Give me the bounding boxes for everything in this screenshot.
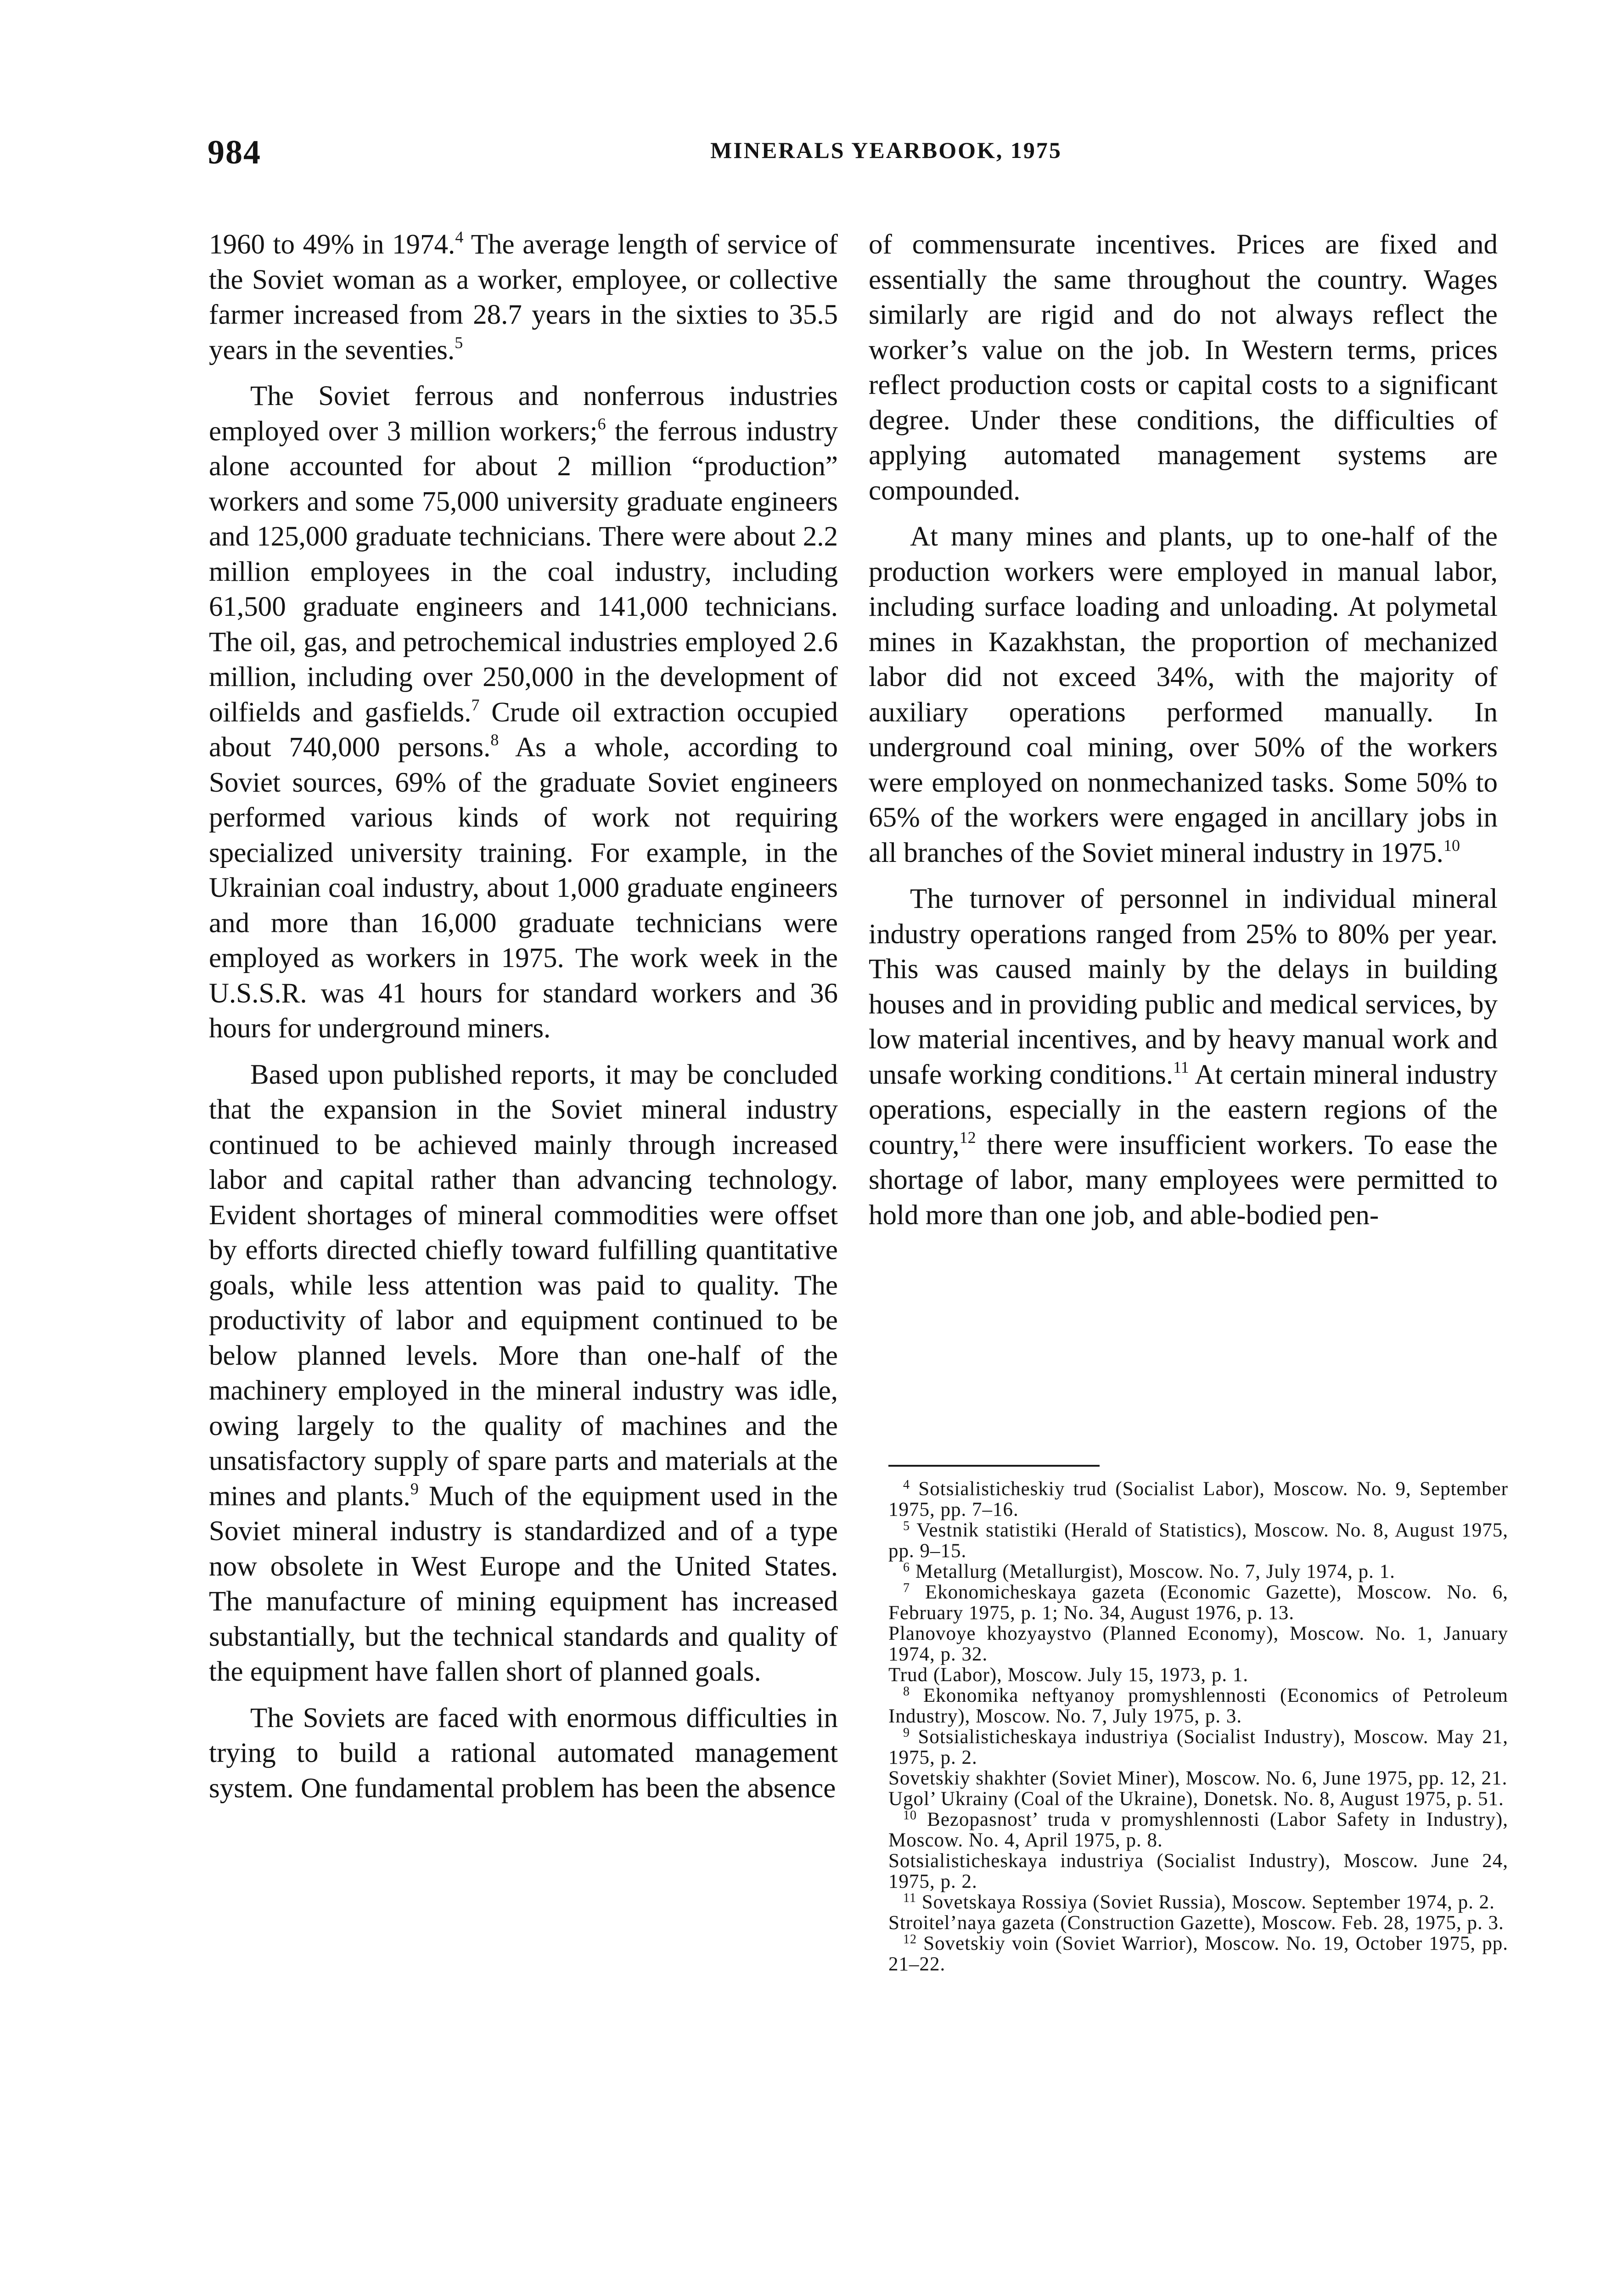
footnote-text: Stroitel’naya gazeta (Construction Gazette), Moscow. Feb. 28, 1975, p. 3.: [888, 1912, 1504, 1934]
footnote-ref: 5: [455, 333, 463, 352]
paragraph: [869, 519, 1498, 871]
paragraph: [869, 227, 1498, 508]
footnote-number: 5: [903, 1519, 910, 1533]
footnote-number: 11: [903, 1891, 916, 1905]
footnote-ref: 6: [597, 414, 606, 433]
footnote: [888, 1623, 1508, 1665]
footnote-text: Trud (Labor), Moscow. July 15, 1973, p. 1.: [888, 1664, 1249, 1686]
footnote-text: Metallurg (Metallurgist), Moscow. No. 7, July 1974, p. 1.: [910, 1561, 1395, 1582]
paragraph: [209, 1058, 838, 1690]
footnote: [888, 1727, 1508, 1768]
footnote-number: 7: [903, 1581, 910, 1595]
footnote-number: 8: [903, 1684, 910, 1699]
running-head: MINERALS YEARBOOK, 1975: [710, 137, 1062, 163]
paragraph-text: of commensurate incentives. Prices are fixed and essentially the same throughout the country. Wages similarly are rigid and do not always reflect the worker’s value on the job. In Western terms, prices reflect production costs or capital costs to a significant degree. Under these conditions, the difficulties of applying automated management systems are compounded.: [869, 229, 1498, 506]
paragraph-text: there were insufficient workers. To ease the shortage of labor, many employees were permitted to hold more than one job, and able-bodied pen-: [869, 1129, 1498, 1231]
paragraph-text: The Soviet ferrous and nonferrous industries employed over 3 million workers;: [209, 381, 838, 447]
footnote-ref: 12: [959, 1128, 976, 1147]
footnote: [888, 1809, 1508, 1851]
footnote: [888, 1933, 1508, 1975]
footnote: [888, 1685, 1508, 1727]
footnote: [888, 1851, 1508, 1892]
left-column: [209, 227, 838, 1817]
paragraph: [209, 227, 838, 368]
footnote-number: 6: [903, 1560, 910, 1575]
page-number: 984: [208, 134, 261, 171]
footnote-text: Bezopasnost’ truda v promyshlennosti (Labor Safety in Industry), Moscow. No. 4, April 1975, p. 8.: [888, 1809, 1508, 1851]
footnote-text: Sotsialisticheskaya industriya (Socialist Industry), Moscow. May 21, 1975, p. 2.: [888, 1726, 1508, 1768]
footnotes: [888, 1479, 1508, 1975]
right-column: [869, 227, 1498, 1244]
footnote-text: Planovoye khozyaystvo (Planned Economy), Moscow. No. 1, January 1974, p. 32.: [888, 1623, 1508, 1665]
footnote-ref: 9: [410, 1479, 419, 1498]
footnote: [888, 1768, 1508, 1789]
footnote-text: Vestnik statistiki (Herald of Statistics), Moscow. No. 8, August 1975, pp. 9–15.: [888, 1519, 1508, 1562]
footnote: [888, 1665, 1508, 1685]
footnote: [888, 1789, 1508, 1809]
footnote-ref: 4: [455, 228, 464, 246]
paragraph-text: The Soviets are faced with enormous difficulties in trying to build a rational automated management system. One fundamental problem has been the absence: [209, 1702, 838, 1804]
footnote-ref: 10: [1443, 836, 1460, 855]
footnote-text: Sovetskiy shakhter (Soviet Miner), Moscow. No. 6, June 1975, pp. 12, 21.: [888, 1767, 1508, 1789]
paragraph-text: Much of the equipment used in the Soviet mineral industry is standardized and of a type now obsolete in West Europe and the United States. The manufacture of mining equipment has increased substantially, but the technical standards and quality of the equipment have fallen short of planned goals.: [209, 1480, 838, 1687]
footnote-number: 4: [903, 1478, 910, 1492]
paragraph-text: At many mines and plants, up to one-half of the production workers were employed in manual labor, including surface loading and unloading. At polymetal mines in Kazakhstan, the proportion of mechanized labor did not exceed 34%, with the majority of auxiliary operations performed manually. In underground coal mining, over 50% of the workers were employed on nonmechanized tasks. Some 50% to 65% of the workers were engaged in ancillary jobs in all branches of the Soviet mineral industry in 1975.: [869, 521, 1498, 868]
footnote: [888, 1520, 1508, 1561]
paragraph-text: 1960 to 49% in 1974.: [209, 229, 455, 260]
footnote-text: Ekonomicheskaya gazeta (Economic Gazette), Moscow. No. 6, February 1975, p. 1; No. 34, August 1976, p. 13.: [888, 1581, 1508, 1624]
paragraph-text: the ferrous industry alone accounted for about 2 million “production” workers and some 75,000 university graduate engineers and 125,000 graduate technicians. There were about 2.2 million employees in the coal industry, including 61,500 graduate engineers and 141,000 technicians. The oil, gas, and petrochemical industries employed 2.6 million, including over 250,000 in the development of oilfields and gasfields.: [209, 416, 838, 728]
footnote-text: Ugol’ Ukrainy (Coal of the Ukraine), Donetsk. No. 8, August 1975, p. 51.: [888, 1788, 1504, 1810]
footnote: [888, 1913, 1508, 1933]
footnote: [888, 1582, 1508, 1623]
paragraph: [209, 379, 838, 1047]
footnote-text: Ekonomika neftyanoy promyshlennosti (Economics of Petroleum Industry), Moscow. No. 7, July 1975, p. 3.: [888, 1685, 1508, 1727]
footnote: [888, 1479, 1508, 1520]
footnote-ref: 7: [471, 695, 480, 714]
paragraph-text: At certain mineral industry operations, especially in the eastern regions of the country,: [869, 1059, 1498, 1160]
footnote-ref: 11: [1173, 1058, 1189, 1076]
paragraph: [869, 882, 1498, 1233]
paragraph-text: Crude oil extraction occupied about 740,000 persons.: [209, 697, 838, 763]
paragraph-text: The average length of service of the Soviet woman as a worker, employee, or collective farmer increased from 28.7 years in the sixties to 35.5 years in the seventies.: [209, 229, 838, 366]
paragraph-text: As a whole, according to Soviet sources, 69% of the graduate Soviet engineers performed various kinds of work not requiring specialized university training. For example, in the Ukrainian coal industry, about 1,000 graduate engineers and more than 16,000 graduate technicians were employed as workers in 1975. The work week in the U.S.S.R. was 41 hours for standard workers and 36 hours for underground miners.: [209, 732, 838, 1044]
footnote: [888, 1892, 1508, 1913]
footnote-ref: 8: [490, 731, 499, 749]
paragraph-text: Based upon published reports, it may be concluded that the expansion in the Soviet mineral industry continued to be achieved mainly through increased labor and capital rather than advancing technology. Evident shortages of mineral commodities were offset by efforts directed chiefly toward fulfilling quantitative goals, while less attention was paid to quality. The productivity of labor and equipment continued to be below planned levels. More than one-half of the machinery employed in the mineral industry was idle, owing largely to the quality of machines and the unsatisfactory supply of spare parts and materials at the mines and plants.: [209, 1059, 838, 1512]
footnote-text: Sotsialisticheskiy trud (Socialist Labor), Moscow. No. 9, September 1975, pp. 7–16.: [888, 1478, 1508, 1520]
footnote-text: Sovetskaya Rossiya (Soviet Russia), Moscow. September 1974, p. 2.: [916, 1891, 1495, 1913]
footnote-divider: [888, 1465, 1100, 1467]
paragraph: [209, 1701, 838, 1806]
footnote-text: Sovetskiy voin (Soviet Warrior), Moscow. No. 19, October 1975, pp. 21–22.: [888, 1933, 1508, 1975]
footnote-text: Sotsialisticheskaya industriya (Socialist Industry), Moscow. June 24, 1975, p. 2.: [888, 1850, 1508, 1892]
footnote-number: 10: [903, 1808, 917, 1823]
footnote-number: 12: [903, 1932, 917, 1947]
paragraph-text: The turnover of personnel in individual mineral industry operations ranged from 25% to 80% per year. This was caused mainly by the delays in building houses and in providing public and medical services, by low material incentives, and by heavy manual work and unsafe working conditions.: [869, 884, 1498, 1090]
footnote: [888, 1561, 1508, 1582]
footnote-number: 9: [903, 1726, 910, 1740]
